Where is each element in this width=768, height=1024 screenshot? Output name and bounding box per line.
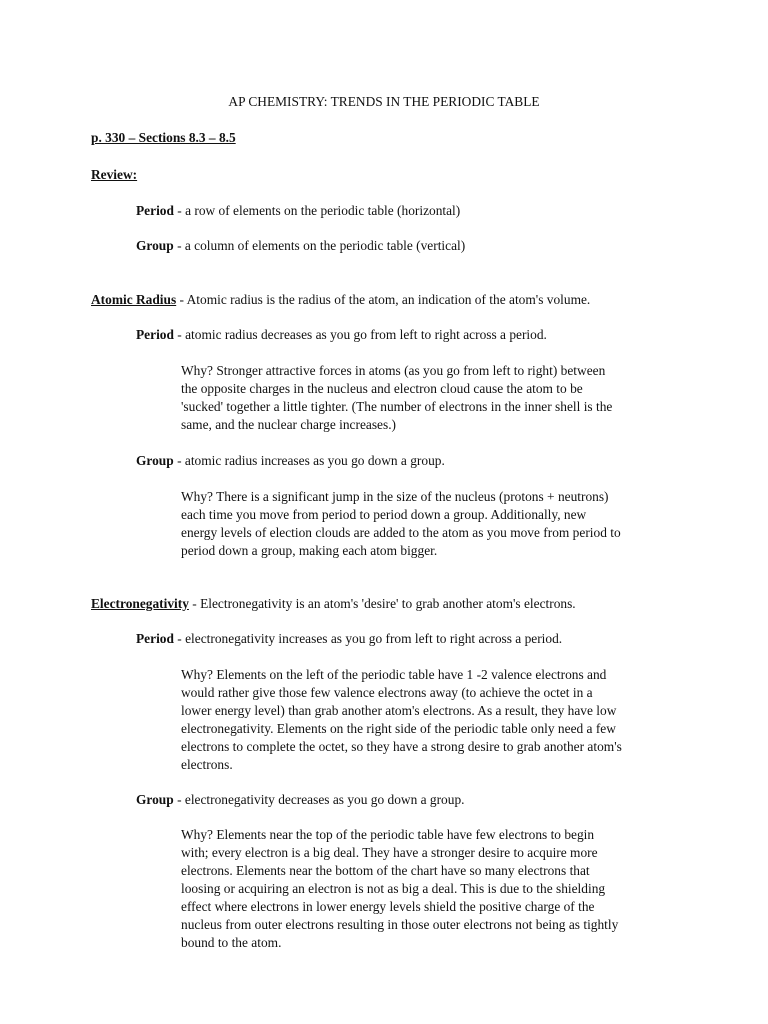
atomic-radius-line	[91, 291, 590, 309]
electronegativity-group-line	[136, 791, 465, 809]
atomic-radius-period-why	[181, 362, 612, 434]
review-group-definition: - a column of elements on the periodic table (vertical)	[173, 238, 466, 253]
electronegativity-definition: - Electronegativity is an atom's 'desire' to grab another atom's electrons.	[188, 596, 576, 611]
electronegativity-period-why	[181, 666, 622, 774]
atomic-radius-group-term: Group	[136, 453, 174, 468]
paragraph-line: loosing or acquiring an electron is not as big a deal. This is due to the shielding	[181, 881, 606, 896]
paragraph-line: electronegativity. Elements on the right side of the periodic table only need a few	[181, 721, 616, 736]
document-title: AP CHEMISTRY: TRENDS IN THE PERIODIC TABLE	[228, 94, 540, 109]
atomic-radius-period-definition: - atomic radius decreases as you go from left to right across a period.	[173, 327, 547, 342]
electronegativity-group-why	[181, 826, 618, 952]
paragraph-line: same, and the nuclear charge increases.)	[181, 417, 397, 432]
electronegativity-period-definition: - electronegativity increases as you go from left to right across a period.	[173, 631, 563, 646]
atomic-radius-definition: - Atomic radius is the radius of the atom, an indication of the atom's volume.	[176, 292, 591, 307]
electronegativity-group-term: Group	[136, 792, 174, 807]
electronegativity-line	[91, 595, 576, 613]
paragraph-line: electrons to complete the octet, so they have a strong desire to grab another atom's	[181, 739, 622, 754]
paragraph-line: Why? There is a significant jump in the size of the nucleus (protons + neutrons)	[181, 489, 609, 504]
atomic-radius-term: Atomic Radius	[91, 292, 177, 307]
atomic-radius-group-why	[181, 488, 621, 560]
paragraph-line: nucleus from outer electrons resulting in those outer electrons not being as tightly	[181, 917, 619, 932]
paragraph-line: Why? Elements near the top of the periodic table have few electrons to begin	[181, 827, 595, 842]
paragraph-line: electrons.	[181, 757, 233, 772]
review-period-line	[136, 202, 460, 220]
atomic-radius-group-definition: - atomic radius increases as you go down a group.	[173, 453, 445, 468]
paragraph-line: 'sucked' together a little tighter. (The number of electrons in the inner shell is the	[181, 399, 613, 414]
paragraph-line: electrons. Elements near the bottom of the chart have so many electrons that	[181, 863, 590, 878]
review-heading: Review:	[91, 167, 138, 182]
paragraph-line: energy levels of election clouds are added to the atom as you move from period to	[181, 525, 621, 540]
paragraph-line: Why? Stronger attractive forces in atoms (as you go from left to right) between	[181, 363, 606, 378]
paragraph-line: would rather give those few valence electrons away (to achieve the octet in a	[181, 685, 593, 700]
electronegativity-group-definition: - electronegativity decreases as you go down a group.	[173, 792, 465, 807]
electronegativity-period-line	[136, 630, 562, 648]
atomic-radius-period-line	[136, 326, 547, 344]
section-reference: p. 330 – Sections 8.3 – 8.5	[91, 130, 236, 145]
atomic-radius-period-term: Period	[136, 327, 174, 342]
paragraph-line: period down a group, making each atom bigger.	[181, 543, 438, 558]
paragraph-line: the opposite charges in the nucleus and electron cloud cause the atom to be	[181, 381, 583, 396]
paragraph-line: bound to the atom.	[181, 935, 282, 950]
electronegativity-period-term: Period	[136, 631, 174, 646]
review-period-term: Period	[136, 203, 174, 218]
electronegativity-term: Electronegativity	[91, 596, 189, 611]
paragraph-line: Why? Elements on the left of the periodic table have 1 -2 valence electrons and	[181, 667, 607, 682]
paragraph-line: with; every electron is a big deal. They have a stronger desire to acquire more	[181, 845, 598, 860]
review-period-definition: - a row of elements on the periodic table (horizontal)	[173, 203, 461, 218]
paragraph-line: effect where electrons in lower energy levels shield the positive charge of the	[181, 899, 595, 914]
paragraph-line: each time you move from period to period down a group. Additionally, new	[181, 507, 587, 522]
atomic-radius-group-line	[136, 452, 445, 470]
paragraph-line: lower energy level) than grab another atom's electrons. As a result, they have low	[181, 703, 617, 718]
review-group-term: Group	[136, 238, 174, 253]
review-group-line	[136, 237, 465, 255]
